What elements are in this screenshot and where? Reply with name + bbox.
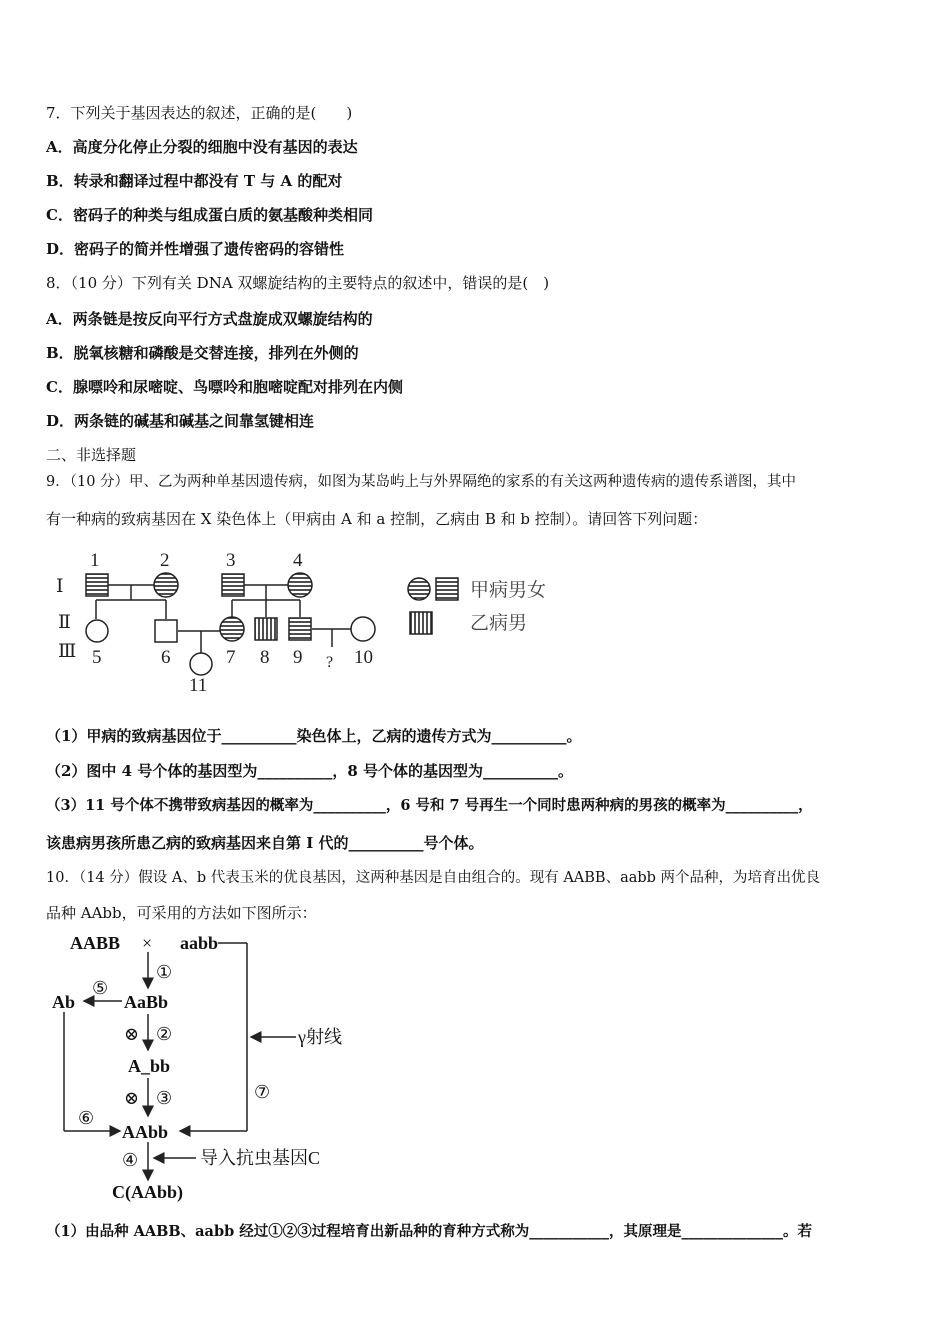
cross-symbol: × <box>142 933 153 953</box>
q7-stem: 7．下列关于基因表达的叙述，正确的是( ) <box>46 104 353 122</box>
q9-part4: 该患病男孩所患乙病的致病基因来自第 Ⅰ 代的__________号个体。 <box>46 834 484 852</box>
unknown-offspring: ? <box>326 654 334 671</box>
individual-3 <box>222 574 244 596</box>
gen-label-2: Ⅱ <box>58 612 71 633</box>
step-2: ② <box>156 1024 173 1044</box>
q8-stem: 8．（10 分）下列有关 DNA 双螺旋结构的主要特点的叙述中，错误的是( ) <box>46 274 550 292</box>
q7-option-d: D．密码子的简并性增强了遗传密码的容错性 <box>46 240 345 258</box>
pedigree-chart <box>46 545 566 695</box>
q8-option-b: B．脱氧核糖和磷酸是交替连接，排列在外侧的 <box>46 344 359 362</box>
legend-square-b <box>410 612 432 634</box>
q8-option-a: A．两条链是按反向平行方式盘旋成双螺旋结构的 <box>46 310 373 328</box>
q10-stem-line1: 10．（14 分）假设 A、b 代表玉米的优良基因，这两种基因是自由组合的。现有 AABB、aabb 两个品种，为培育出优良 <box>46 870 821 886</box>
number-1: 1 <box>90 550 100 571</box>
parent-aabb-dominant: AABB <box>70 933 121 953</box>
insect-gene-label: 导入抗虫基因C <box>200 1148 321 1168</box>
individual-11 <box>190 653 212 675</box>
individual-7 <box>220 617 244 641</box>
legend-label-a: 甲病男女 <box>470 580 547 601</box>
step-5: ⑤ <box>92 978 109 998</box>
step-3: ③ <box>156 1088 173 1108</box>
node-f1: AaBb <box>124 992 169 1012</box>
individual-1 <box>86 574 108 596</box>
legend-circle <box>408 578 430 600</box>
legend-label-b: 乙病男 <box>470 613 528 634</box>
gen-label-1: Ⅰ <box>56 576 64 597</box>
legend-square-a <box>436 578 458 600</box>
number-7: 7 <box>226 647 236 668</box>
q9-part2: （2）图中 4 号个体的基因型为__________，8 号个体的基因型为__________。 <box>46 762 573 780</box>
q9-stem-line1: 9．（10 分）甲、乙为两种单基因遗传病，如图为某岛屿上与外界隔绝的家系的有关这两种遗传病的遗传系谱图，其中 <box>46 474 797 490</box>
number-2: 2 <box>160 550 170 571</box>
node-target: AAbb <box>122 1122 169 1142</box>
q10-stem-line2: 品种 AAbb，可采用的方法如下图所示： <box>46 904 317 922</box>
section-heading: 二、非选择题 <box>46 446 137 464</box>
step-4: ④ <box>122 1150 139 1170</box>
individual-9 <box>289 618 311 640</box>
individual-8 <box>255 618 277 640</box>
self-cross-1: ⊗ <box>124 1024 140 1044</box>
gen-label-3: Ⅲ <box>58 641 77 662</box>
step-1: ① <box>156 962 173 982</box>
individual-5 <box>86 620 108 642</box>
q7-option-c: C．密码子的种类与组成蛋白质的氨基酸种类相同 <box>46 206 373 224</box>
q7-option-b: B．转录和翻译过程中都没有 T 与 A 的配对 <box>46 172 343 190</box>
number-4: 4 <box>293 550 303 571</box>
self-cross-2: ⊗ <box>124 1088 140 1108</box>
node-c-aabb: C(AAbb) <box>112 1182 184 1202</box>
q10-part1: （1）由品种 AABB、aabb 经过①②③过程培育出新品种的育种方式称为___________，其原理是______________。若 <box>46 1223 813 1240</box>
breeding-diagram <box>46 930 366 1205</box>
q9-stem-line2: 有一种病的致病基因在 X 染色体上（甲病由 A 和 a 控制，乙病由 B 和 b 控制）。请回答下列问题： <box>46 510 708 528</box>
q7-option-a: A．高度分化停止分裂的细胞中没有基因的表达 <box>46 138 358 156</box>
individual-10 <box>351 617 375 641</box>
number-11: 11 <box>189 675 208 695</box>
step-6: ⑥ <box>78 1108 95 1128</box>
q8-option-c: C．腺嘌呤和尿嘧啶、鸟嘌呤和胞嘧啶配对排列在内侧 <box>46 378 403 396</box>
step-7: ⑦ <box>254 1082 271 1102</box>
individual-4 <box>288 573 312 597</box>
individual-2 <box>154 573 178 597</box>
number-5: 5 <box>92 647 102 668</box>
individual-6 <box>155 620 177 642</box>
q9-part1: （1）甲病的致病基因位于__________染色体上，乙病的遗传方式为__________。 <box>46 727 582 745</box>
gamma-ray-label: γ射线 <box>298 1027 342 1047</box>
q9-part3: （3）11 号个体不携带致病基因的概率为__________，6 号和 7 号再生一个同时患两种病的男孩的概率为__________， <box>46 797 813 814</box>
number-6: 6 <box>161 647 171 668</box>
number-10: 10 <box>354 647 373 668</box>
number-3: 3 <box>226 550 236 571</box>
number-9: 9 <box>293 647 303 668</box>
number-8: 8 <box>260 647 270 668</box>
q8-option-d: D．两条链的碱基和碱基之间靠氢键相连 <box>46 412 315 430</box>
node-ab: Ab <box>52 992 76 1012</box>
parent-aabb-recessive: aabb <box>180 933 219 953</box>
node-a-bb: A_bb <box>128 1056 171 1076</box>
